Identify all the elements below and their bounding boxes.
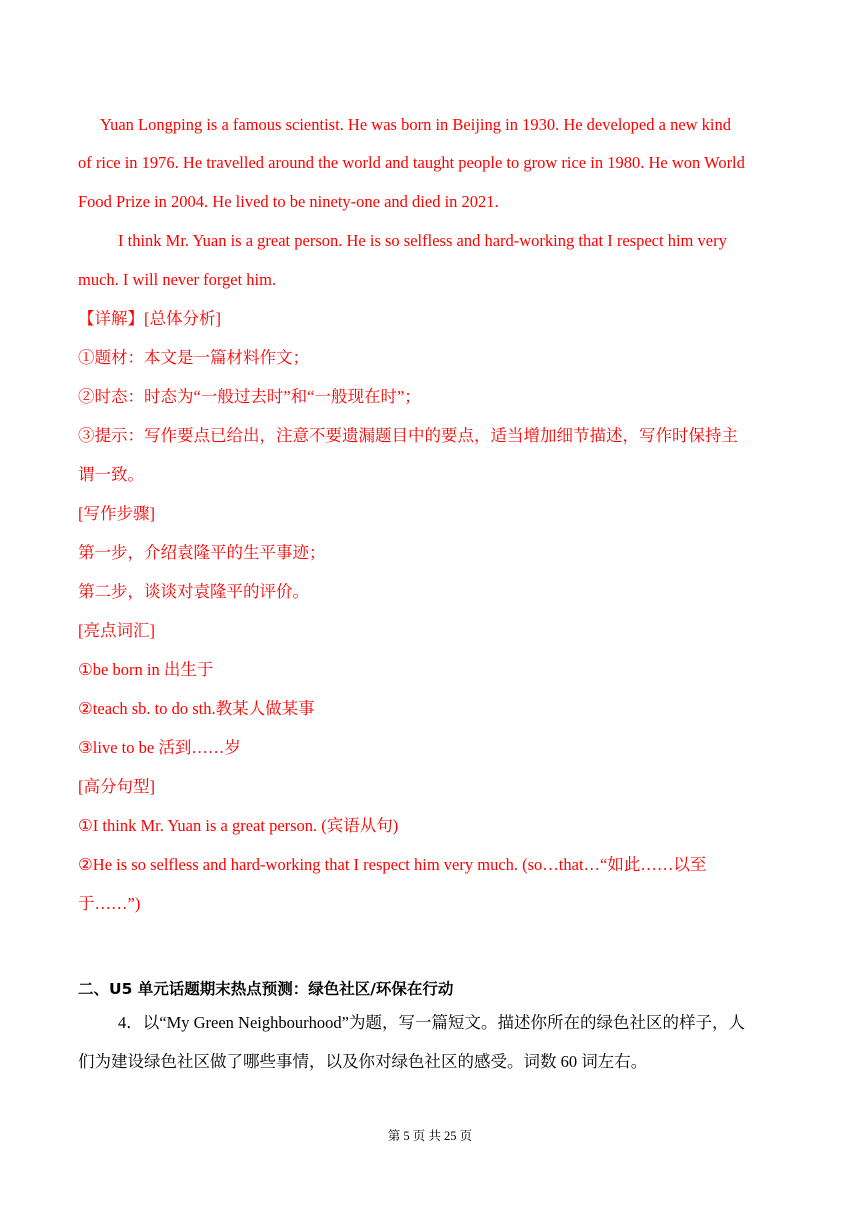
question-4-line-1: 4．以“My Green Neighbourhood”为题，写一篇短文。描述你所在的绿色社区的样子，人 xyxy=(118,1013,745,1032)
essay-paragraph-1-line-3: Food Prize in 2004. He lived to be ninety-one and died in 2021. xyxy=(78,192,499,211)
sentence-item-2-line-1: ②He is so selfless and hard-working that I respect him very much. (so…that…“如此……以至 xyxy=(78,855,707,874)
analysis-item-tips-line-2: 谓一致。 xyxy=(78,465,144,484)
analysis-heading: 【详解】[总体分析] xyxy=(78,309,221,328)
vocab-item-2: ②teach sb. to do sth.教某人做某事 xyxy=(78,699,315,718)
essay-paragraph-1-line-1: Yuan Longping is a famous scientist. He was born in Beijing in 1930. He developed a new kind xyxy=(100,115,732,134)
analysis-item-tips-line-1: ③提示：写作要点已给出，注意不要遗漏题目中的要点，适当增加细节描述，写作时保持主 xyxy=(78,426,738,445)
analysis-item-tense: ②时态：时态为“一般过去时”和“一般现在时”； xyxy=(78,387,421,406)
sentence-item-1: ①I think Mr. Yuan is a great person. (宾语从句) xyxy=(78,816,399,835)
sentence-item-2-line-2: 于……”) xyxy=(78,894,141,913)
essay-paragraph-2-line-1: I think Mr. Yuan is a great person. He is so selfless and hard-working that I respect him very xyxy=(118,231,727,250)
step-2: 第二步，谈谈对袁隆平的评价。 xyxy=(78,582,309,601)
vocab-item-3: ③live to be 活到……岁 xyxy=(78,738,241,757)
steps-heading: [写作步骤] xyxy=(78,504,155,523)
step-1: 第一步，介绍袁隆平的生平事迹； xyxy=(78,543,326,562)
page-footer: 第 5 页 共 25 页 xyxy=(387,1129,473,1143)
vocab-heading: [亮点词汇] xyxy=(78,621,155,640)
vocab-item-1: ①be born in 出生于 xyxy=(78,660,214,679)
essay-paragraph-2-line-2: much. I will never forget him. xyxy=(78,270,277,289)
section-2-heading: 二、U5 单元话题期末热点预测：绿色社区/环保在行动 xyxy=(78,980,454,998)
essay-paragraph-1-line-2: of rice in 1976. He travelled around the world and taught people to grow rice in 1980. He won World xyxy=(78,153,745,172)
sentence-heading: [高分句型] xyxy=(78,777,155,796)
analysis-item-topic: ①题材：本文是一篇材料作文； xyxy=(78,348,309,367)
question-4-line-2: 们为建设绿色社区做了哪些事情，以及你对绿色社区的感受。词数 60 词左右。 xyxy=(78,1052,648,1071)
